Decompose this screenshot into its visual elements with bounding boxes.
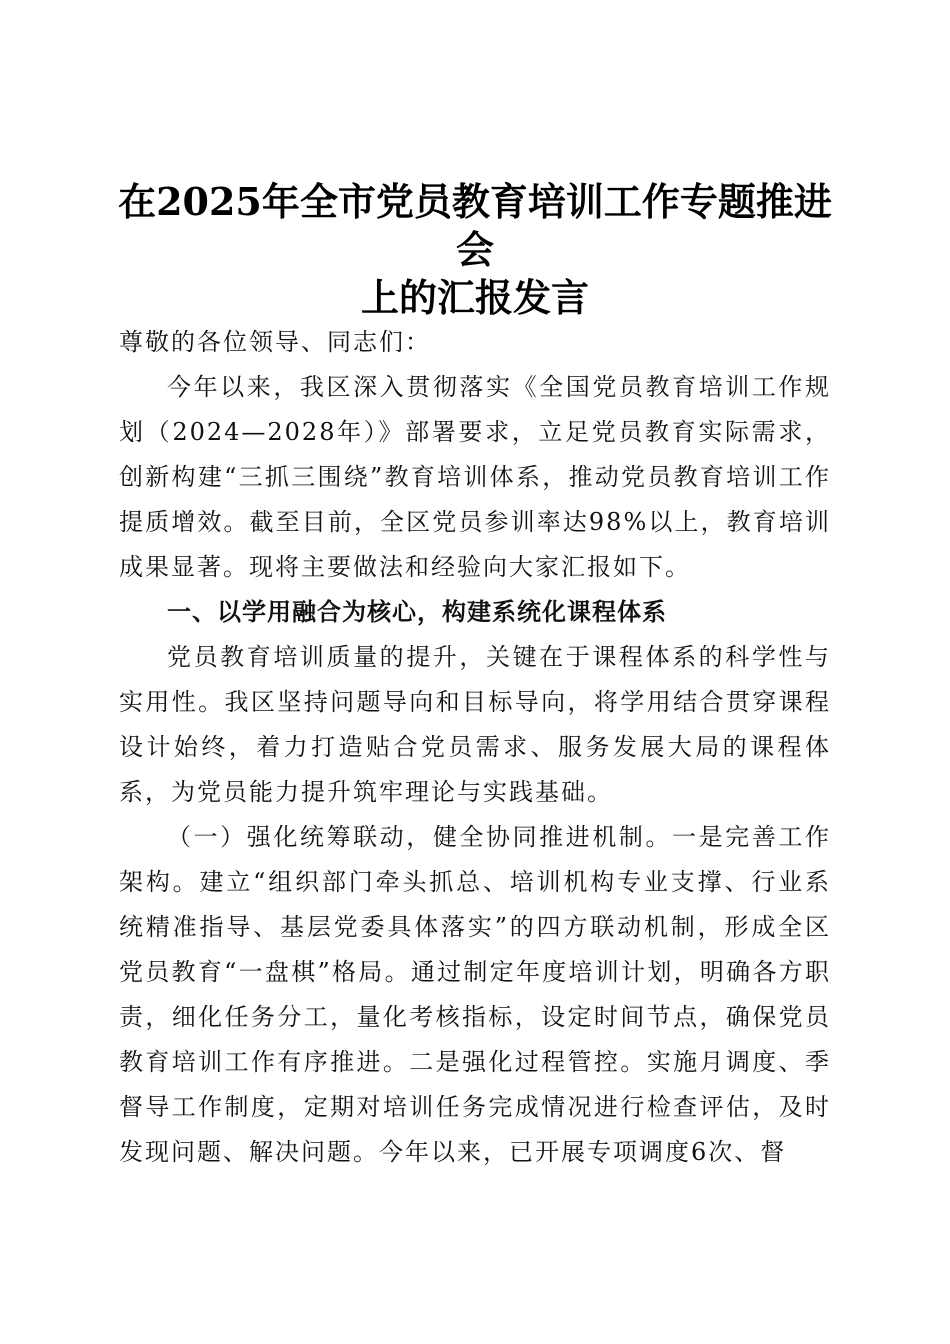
title-line-2: 上的汇报发言 — [360, 275, 589, 320]
section-1-paragraph: 党员教育培训质量的提升，关键在于课程体系的科学性与实用性。我区坚持问题导向和目标导向，将学用结合贯穿课程设计始终，着力打造贴合党员需求、服务发展大局的课程体系，为党员能力提升筑牢理论与实践基础。 — [119, 643, 831, 806]
title-line-1: 在2025年全市党员教育培训工作专题推进会 — [118, 179, 832, 272]
salutation: 尊敬的各位领导、同志们： — [119, 328, 431, 356]
intro-paragraph: 今年以来，我区深入贯彻落实《全国党员教育培训工作规划（2024—2028年）》部署要求，立足党员教育实际需求，创新构建“三抓三围绕”教育培训体系，推动党员教育培训工作提质增效。截至目前，全区党员参训率达98%以上，教育培训成果显著。现将主要做法和经验向大家汇报如下。 — [119, 373, 831, 581]
subsection-1-paragraph: （一）强化统筹联动，健全协同推进机制。一是完善工作架构。建立“组织部门牵头抓总、培训机构专业支撑、行业系统精准指导、基层党委具体落实”的四方联动机制，形成全区党员教育“一盘棋”格局。通过制定年度培训计划，明确各方职责，细化任务分工，量化考核指标，设定时间节点，确保党员教育培训工作有序推进。二是强化过程管控。实施月调度、季督导工作制度，定期对培训任务完成情况进行检查评估，及时发现问题、解决问题。今年以来，已开展专项调度6次、督 — [119, 823, 831, 1166]
section-heading-1: 一、以学用融合为核心，构建系统化课程体系 — [167, 598, 667, 626]
document-title — [100, 178, 850, 322]
